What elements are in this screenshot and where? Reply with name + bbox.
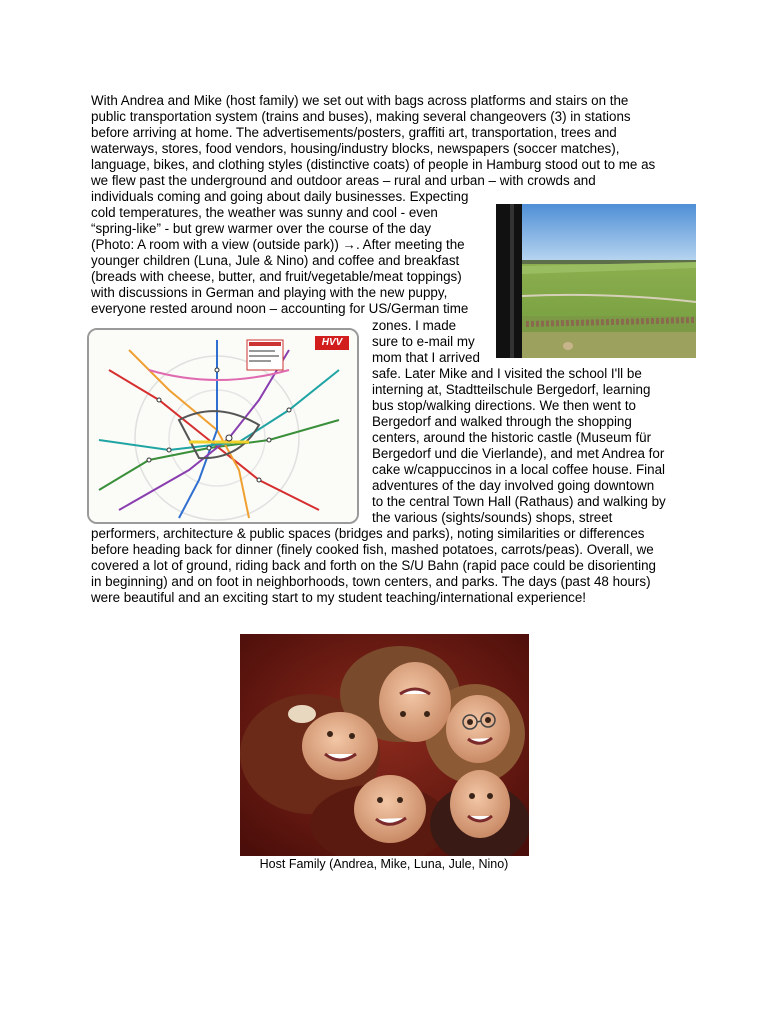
body-line: bus stop/walking directions. We then went to bbox=[372, 398, 636, 413]
body-line: individuals coming and going about daily businesses. Expecting bbox=[91, 189, 469, 204]
body-line: waterways, stores, food vendors, housing/industry blocks, newspapers (soccer matches), bbox=[91, 141, 620, 156]
body-line: cold temperatures, the weather was sunny and cool - even bbox=[91, 205, 438, 220]
body-line: younger children (Luna, Jule & Nino) and coffee and breakfast bbox=[91, 253, 460, 268]
body-line: With Andrea and Mike (host family) we set out with bags across platforms and stairs on the bbox=[91, 93, 629, 108]
body-line: safe. Later Mike and I visited the school I'll be bbox=[372, 366, 642, 381]
body-line: (Photo: A room with a view (outside park)) →. After meeting the bbox=[91, 237, 465, 252]
park-view-photo bbox=[496, 204, 696, 358]
body-line: performers, architecture & public spaces (bridges and parks), noting similarities or differences bbox=[91, 526, 645, 541]
body-line: to the central Town Hall (Rathaus) and walking by bbox=[372, 494, 666, 509]
body-line: covered a lot of ground, riding back and forth on the S/U Bahn (rapid pace could be disorienting bbox=[91, 558, 656, 573]
body-line: with discussions in German and playing with the new puppy, bbox=[91, 285, 448, 300]
body-line: adventures of the day involved going downtown bbox=[372, 478, 655, 493]
body-line: centers, around the historic castle (Museum für bbox=[372, 430, 652, 445]
photo-caption: Host Family (Andrea, Mike, Luna, Jule, Nino) bbox=[259, 857, 509, 871]
body-line: zones. I made bbox=[372, 318, 457, 333]
body-line: before arriving at home. The advertisements/posters, graffiti art, transportation, trees and bbox=[91, 125, 617, 140]
body-line: sure to e-mail my bbox=[372, 334, 475, 349]
subway-map bbox=[87, 328, 359, 524]
body-line: language, bikes, and clothing styles (distinctive coats) of people in Hamburg stood out to me as bbox=[91, 157, 656, 172]
body-line: in beginning) and on foot in neighborhoods, town centers, and parks. The days (past 48 hours) bbox=[91, 574, 651, 589]
host-family-photo bbox=[240, 634, 529, 856]
body-line: the various (sights/sounds) shops, street bbox=[372, 510, 613, 525]
body-line: everyone rested around noon – accounting for US/German time bbox=[91, 301, 469, 316]
body-line: we flew past the underground and outdoor areas – rural and urban – with crowds and bbox=[91, 173, 596, 188]
hvv-logo: HVV bbox=[321, 337, 343, 348]
body-line: Bergedorf und die Vierlande), and met Andrea for bbox=[372, 446, 665, 461]
body-line: interning at, Stadtteilschule Bergedorf, learning bbox=[372, 382, 651, 397]
body-line: public transportation system (trains and buses), making several changeovers (3) in stations bbox=[91, 109, 631, 124]
body-line: cake w/cappuccinos in a local coffee house. Final bbox=[372, 462, 666, 477]
body-line: mom that I arrived bbox=[372, 350, 480, 365]
body-line: were beautiful and an exciting start to my student teaching/international experience! bbox=[91, 590, 587, 605]
body-line: Bergedorf and walked through the shopping bbox=[372, 414, 632, 429]
body-line: (breads with cheese, butter, and fruit/vegetable/meat toppings) bbox=[91, 269, 462, 284]
body-line: before heading back for dinner (finely cooked fish, mashed potatoes, carrots/peas). Overall, we bbox=[91, 542, 654, 557]
body-line: “spring-like” - but grew warmer over the course of the day bbox=[91, 221, 432, 236]
